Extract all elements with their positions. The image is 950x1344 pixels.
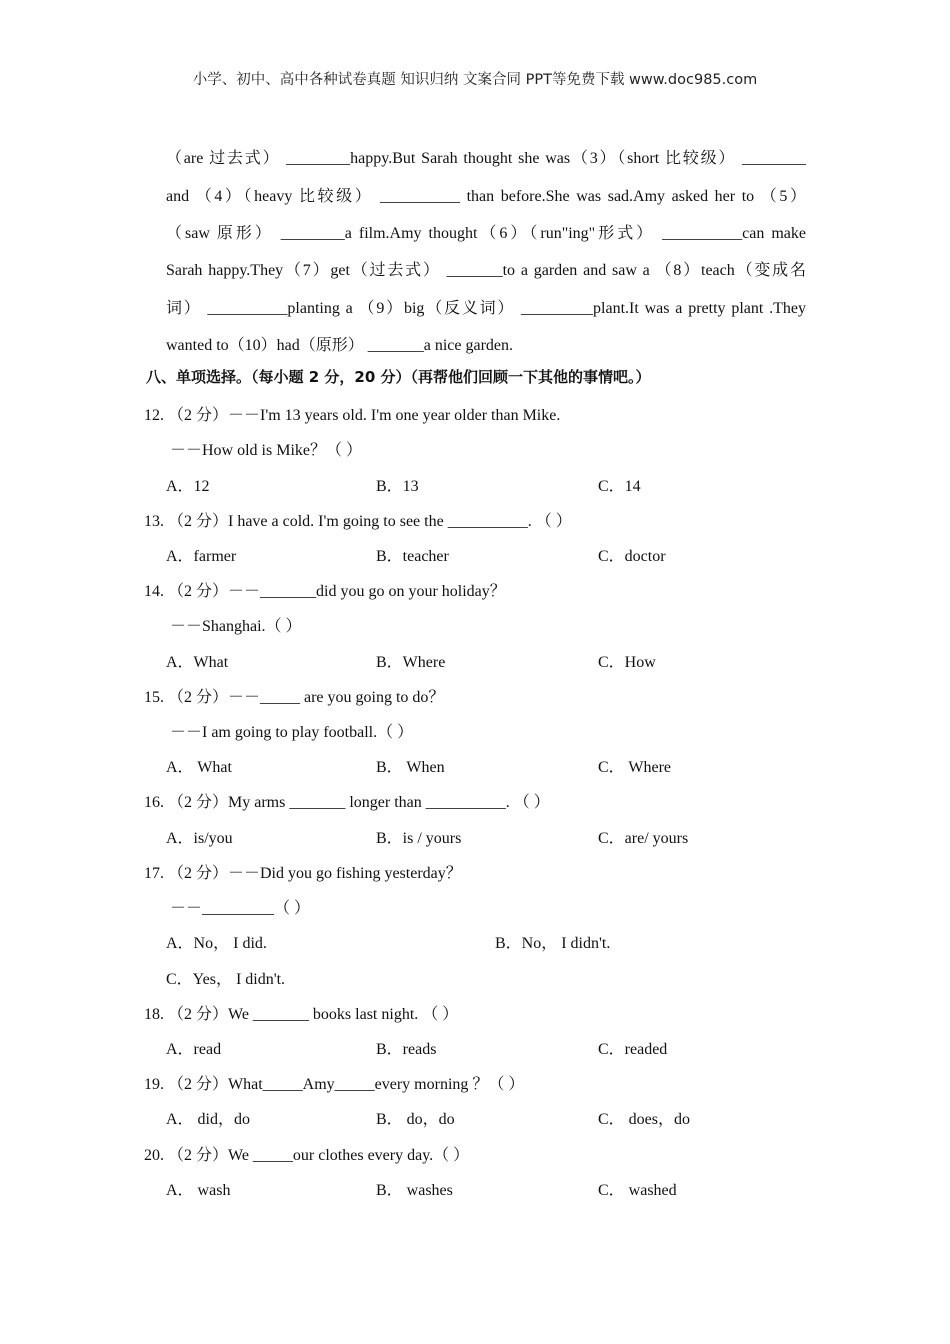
option-a[interactable]: A．What: [166, 654, 229, 671]
section-title: 八、单项选择。（每小题 2 分，20 分）（再帮他们回顾一下其他的事情吧。）: [146, 368, 651, 386]
passage-line: （saw 原形） ________a film.Amy thought（6）（run"ing"形式） __________can make: [166, 225, 806, 242]
option-c[interactable]: C．doctor: [598, 548, 666, 565]
option-b[interactable]: B． washes: [376, 1182, 453, 1199]
question-14-stem: 14. （2 分）－－_______did you go on your holiday？: [144, 583, 506, 600]
option-a[interactable]: A． did，do: [166, 1111, 251, 1128]
passage-line: （are 过去式） ________happy.But Sarah thought she was（3）（short 比较级） ________: [166, 150, 806, 167]
option-a[interactable]: A．is/you: [166, 830, 233, 847]
option-c[interactable]: C．Yes， I didn't.: [166, 971, 286, 988]
option-a[interactable]: A．No， I did.: [166, 935, 267, 952]
option-a[interactable]: A．farmer: [166, 548, 237, 565]
option-b[interactable]: B．is / yours: [376, 830, 462, 847]
question-15-stem: 15. （2 分）－－_____ are you going to do？: [144, 689, 445, 706]
question-12-stem: 12. （2 分）－－I'm 13 years old. I'm one year older than Mike.: [144, 407, 561, 424]
passage-line: 词） __________planting a （9）big（反义词） _________plant.It was a pretty plant .They: [166, 300, 806, 317]
option-b[interactable]: B．13: [376, 478, 419, 495]
question-15-sub: －－I am going to play football.（ ）: [170, 724, 414, 741]
option-a[interactable]: A． wash: [166, 1182, 231, 1199]
option-c[interactable]: C．readed: [598, 1041, 668, 1058]
option-b[interactable]: B．Where: [376, 654, 446, 671]
question-13-stem: 13. （2 分）I have a cold. I'm going to see the __________. （ ）: [144, 513, 572, 530]
option-a[interactable]: A． What: [166, 759, 232, 776]
option-c[interactable]: C． does，do: [598, 1111, 691, 1128]
option-b[interactable]: B．No， I didn't.: [495, 935, 611, 952]
passage-line: and （4）（heavy 比较级） __________ than before.She was sad.Amy asked her to （5）: [166, 188, 806, 205]
question-20-stem: 20. （2 分）We _____our clothes every day.（ ）: [144, 1147, 470, 1164]
question-18-stem: 18. （2 分）We _______ books last night. （ ）: [144, 1006, 459, 1023]
option-c[interactable]: C． Where: [598, 759, 672, 776]
question-12-sub: －－How old is Mike？（ ）: [170, 442, 363, 459]
option-c[interactable]: C．are/ yours: [598, 830, 689, 847]
option-b[interactable]: B．reads: [376, 1041, 437, 1058]
option-c[interactable]: C．How: [598, 654, 656, 671]
option-c[interactable]: C． washed: [598, 1182, 677, 1199]
question-14-sub: －－Shanghai.（ ）: [170, 618, 302, 635]
option-b[interactable]: B．teacher: [376, 548, 449, 565]
page-header: 小学、初中、高中各种试卷真题 知识归纳 文案合同 PPT等免费下载 www.doc985.com: [192, 72, 758, 88]
question-17-sub: －－_________（ ）: [170, 900, 311, 917]
question-16-stem: 16. （2 分）My arms _______ longer than __________. （ ）: [144, 794, 550, 811]
option-c[interactable]: C．14: [598, 478, 641, 495]
passage-line: wanted to（10）had（原形） _______a nice garden.: [166, 337, 514, 354]
passage-line: Sarah happy.They（7）get（过去式） _______to a garden and saw a （8）teach（变成名: [166, 262, 806, 279]
question-19-stem: 19. （2 分）What_____Amy_____every morning ？（ ）: [144, 1076, 525, 1093]
option-b[interactable]: B． When: [376, 759, 445, 776]
question-17-stem: 17. （2 分）－－Did you go fishing yesterday？: [144, 865, 462, 882]
option-a[interactable]: A．read: [166, 1041, 222, 1058]
option-b[interactable]: B． do，do: [376, 1111, 455, 1128]
option-a[interactable]: A．12: [166, 478, 210, 495]
